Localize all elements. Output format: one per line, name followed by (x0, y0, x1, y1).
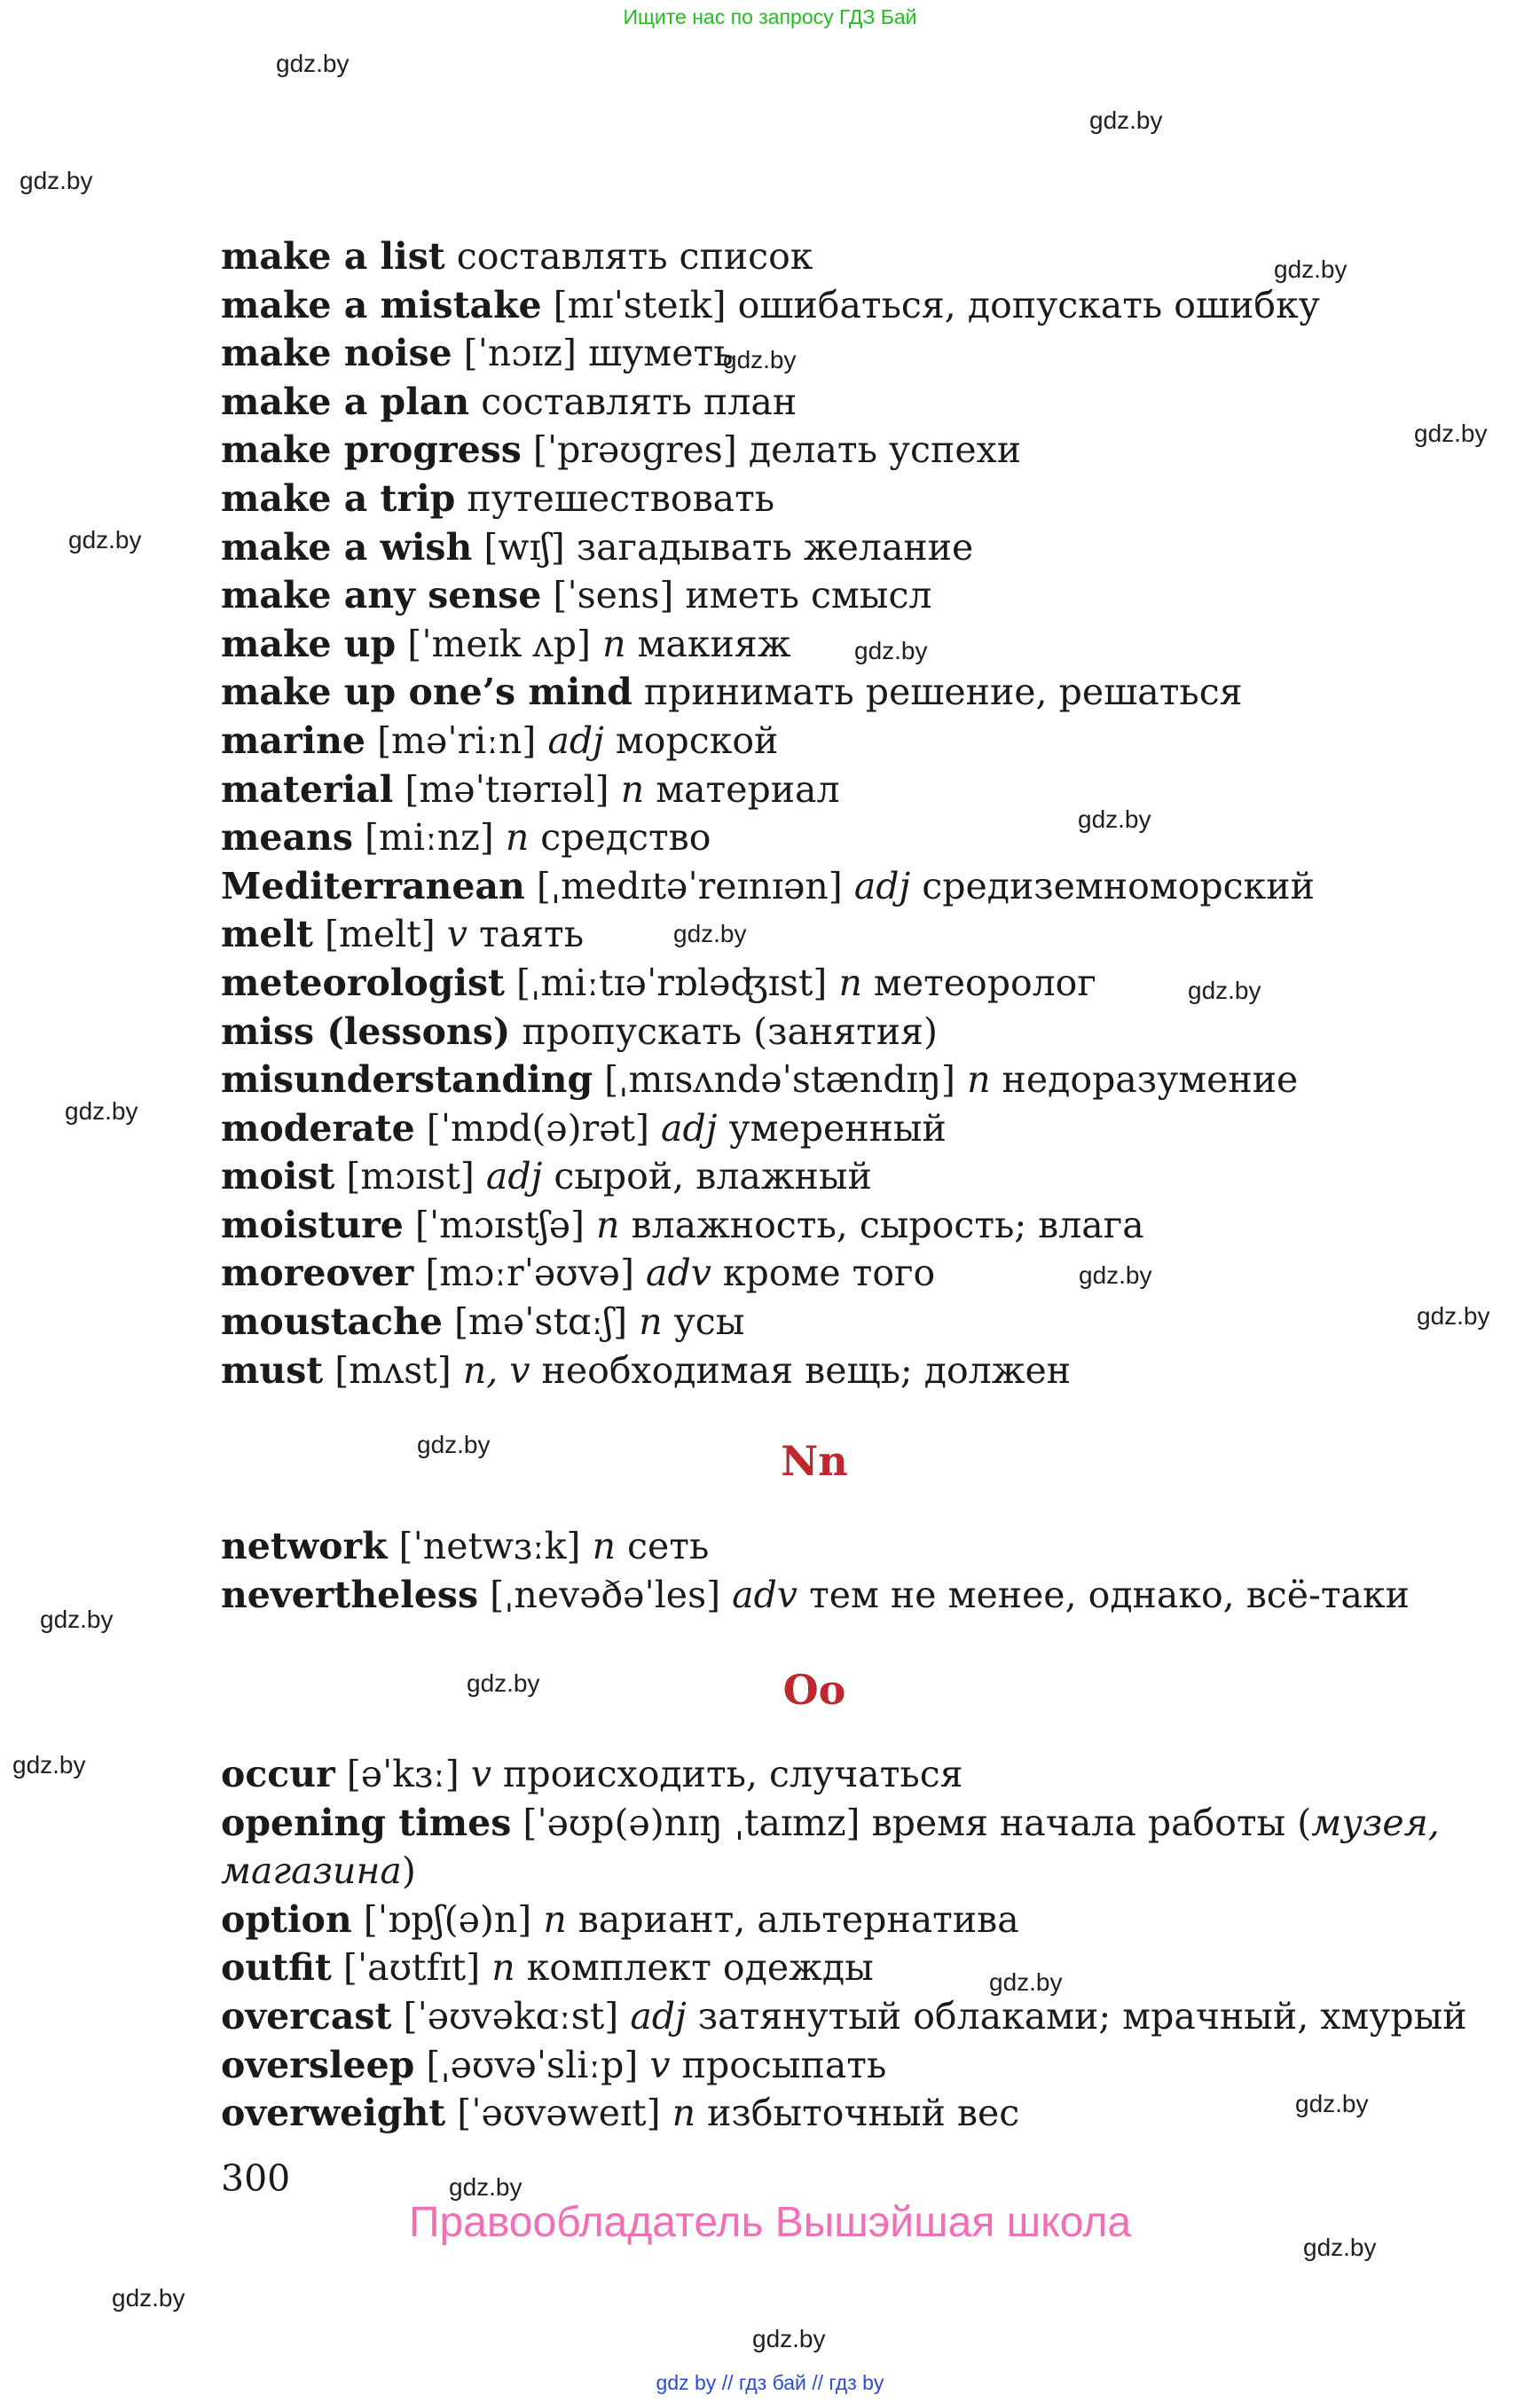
dictionary-entry: misunderstanding [ˌmɪsʌndəˈstændɪŋ] n недоразумение (221, 1058, 1299, 1102)
watermark: gdz.by (40, 1606, 114, 1633)
watermark: gdz.by (1414, 420, 1488, 447)
section-letter-n: Nn (781, 1437, 848, 1485)
watermark: gdz.by (673, 920, 747, 947)
watermark: gdz.by (417, 1431, 491, 1458)
dictionary-entry: must [mʌst] n, v необходимая вещь; должен (221, 1348, 1072, 1392)
dictionary-entry: meteorologist [ˌmiːtɪəˈrɒləʤɪst] n метеоролог (221, 961, 1096, 1004)
section-n-entries (221, 1522, 1481, 1619)
page-number: 300 (221, 2157, 291, 2200)
watermark: gdz.by (1079, 1261, 1152, 1289)
dictionary-entry: option [ˈɒpʃ(ə)n] n вариант, альтернатива (221, 1897, 1019, 1941)
watermark: gdz.by (1089, 106, 1163, 134)
dictionary-entry: moisture [ˈmɔɪstʃə] n влажность, сырость; влага (221, 1203, 1144, 1246)
watermark: gdz.by (1274, 255, 1348, 283)
watermark: gdz.by (12, 1751, 86, 1779)
top-banner: Ищите нас по запросу ГДЗ Бай (623, 5, 917, 28)
dictionary-entry: moderate [ˈmɒd(ə)rət] adj умеренный (221, 1106, 947, 1150)
dictionary-entry: occur [əˈkɜː] v происходить, случаться (221, 1753, 963, 1795)
dictionary-entry: make noise [ˈnɔɪz] шуметь (221, 332, 734, 375)
watermark: gdz.by (68, 526, 142, 554)
watermark: gdz.by (1078, 805, 1151, 833)
dictionary-entry: make up one’s mind принимать решение, решаться (221, 671, 1243, 714)
dictionary-entry: moist [mɔɪst] adj сырой, влажный (221, 1155, 872, 1198)
dictionary-entry: moustache [məˈstɑːʃ] n усы (221, 1300, 745, 1344)
dictionary-entry: overweight [ˈəʊvəweɪt] n избыточный вес (221, 2092, 1020, 2135)
dictionary-entry: make a mistake [mɪˈsteɪk] ошибаться, допускать ошибку (221, 283, 1320, 326)
section-o-entries (221, 1750, 1481, 2138)
dictionary-entry: moreover [mɔːrˈəʊvə] adv кроме того (221, 1252, 936, 1295)
watermark: gdz.by (752, 2325, 826, 2352)
watermark: gdz.by (65, 1097, 138, 1125)
watermark: gdz.by (112, 2284, 185, 2312)
dictionary-entry: oversleep [ˌəʊvəˈsliːp] v просыпать (221, 2043, 887, 2086)
dictionary-entry: make a plan составлять план (221, 380, 798, 423)
rights-holder: Правообладатель Вышэйшая школа (408, 2199, 1132, 2246)
dictionary-entry: make up [ˈmeɪk ʌp] n макияж (221, 622, 791, 665)
dictionary-entry: material [məˈtɪərɪəl] n материал (221, 767, 840, 811)
dictionary-entry: outfit [ˈaʊtfɪt] n комплект одежды (221, 1946, 874, 1990)
watermark: gdz.by (1303, 2234, 1377, 2261)
section-letter-o: Oo (782, 1666, 846, 1714)
dictionary-entry: means [miːnz] n средство (221, 816, 711, 860)
dictionary-entry: overcast [ˈəʊvəkɑːst] adj затянутый облаками; мрачный, хмурый (221, 1994, 1467, 2038)
dictionary-entry: make a list составлять список (221, 235, 813, 278)
dictionary-entry: make a wish [wɪʃ] загадывать желание (221, 525, 974, 569)
dictionary-entry: opening times [ˈəʊp(ə)nɪŋ ˌtaɪmz] время начала работы (музея, магазина) (221, 1801, 1440, 1893)
watermark: gdz.by (276, 50, 350, 77)
dictionary-entry: make a trip путешествовать (221, 476, 775, 520)
dictionary-entry: make any sense [ˈsens] иметь смысл (221, 574, 932, 617)
dictionary-entry: make progress [ˈprəʊgres] делать успехи (221, 428, 1022, 472)
watermark: gdz.by (20, 167, 93, 194)
watermark: gdz.by (1188, 977, 1261, 1004)
watermark: gdz.by (1295, 2090, 1369, 2117)
dictionary-entry: network [ˈnetwɜːk] n сеть (221, 1525, 710, 1567)
watermark: gdz.by (854, 637, 928, 664)
dictionary-entry: marine [məˈriːn] adj морской (221, 719, 779, 762)
section-m-entries (221, 232, 1481, 1394)
watermark: gdz.by (723, 346, 797, 373)
dictionary-entry: melt [melt] v таять (221, 913, 585, 956)
watermark: gdz.by (467, 1669, 540, 1697)
watermark: gdz.by (1417, 1302, 1490, 1330)
dictionary-entry: miss (lessons) пропускать (занятия) (221, 1009, 938, 1053)
dictionary-entry: nevertheless [ˌnevəðəˈles] adv тем не менее, однако, всё-таки (221, 1573, 1410, 1616)
bottom-banner[interactable]: gdz by // гдз бай // гдз by (656, 2371, 884, 2394)
watermark: gdz.by (449, 2173, 522, 2201)
watermark: gdz.by (989, 1968, 1063, 1996)
dictionary-entry: Mediterranean [ˌmedɪtəˈreɪnɪən] adj средиземноморский (221, 864, 1315, 907)
